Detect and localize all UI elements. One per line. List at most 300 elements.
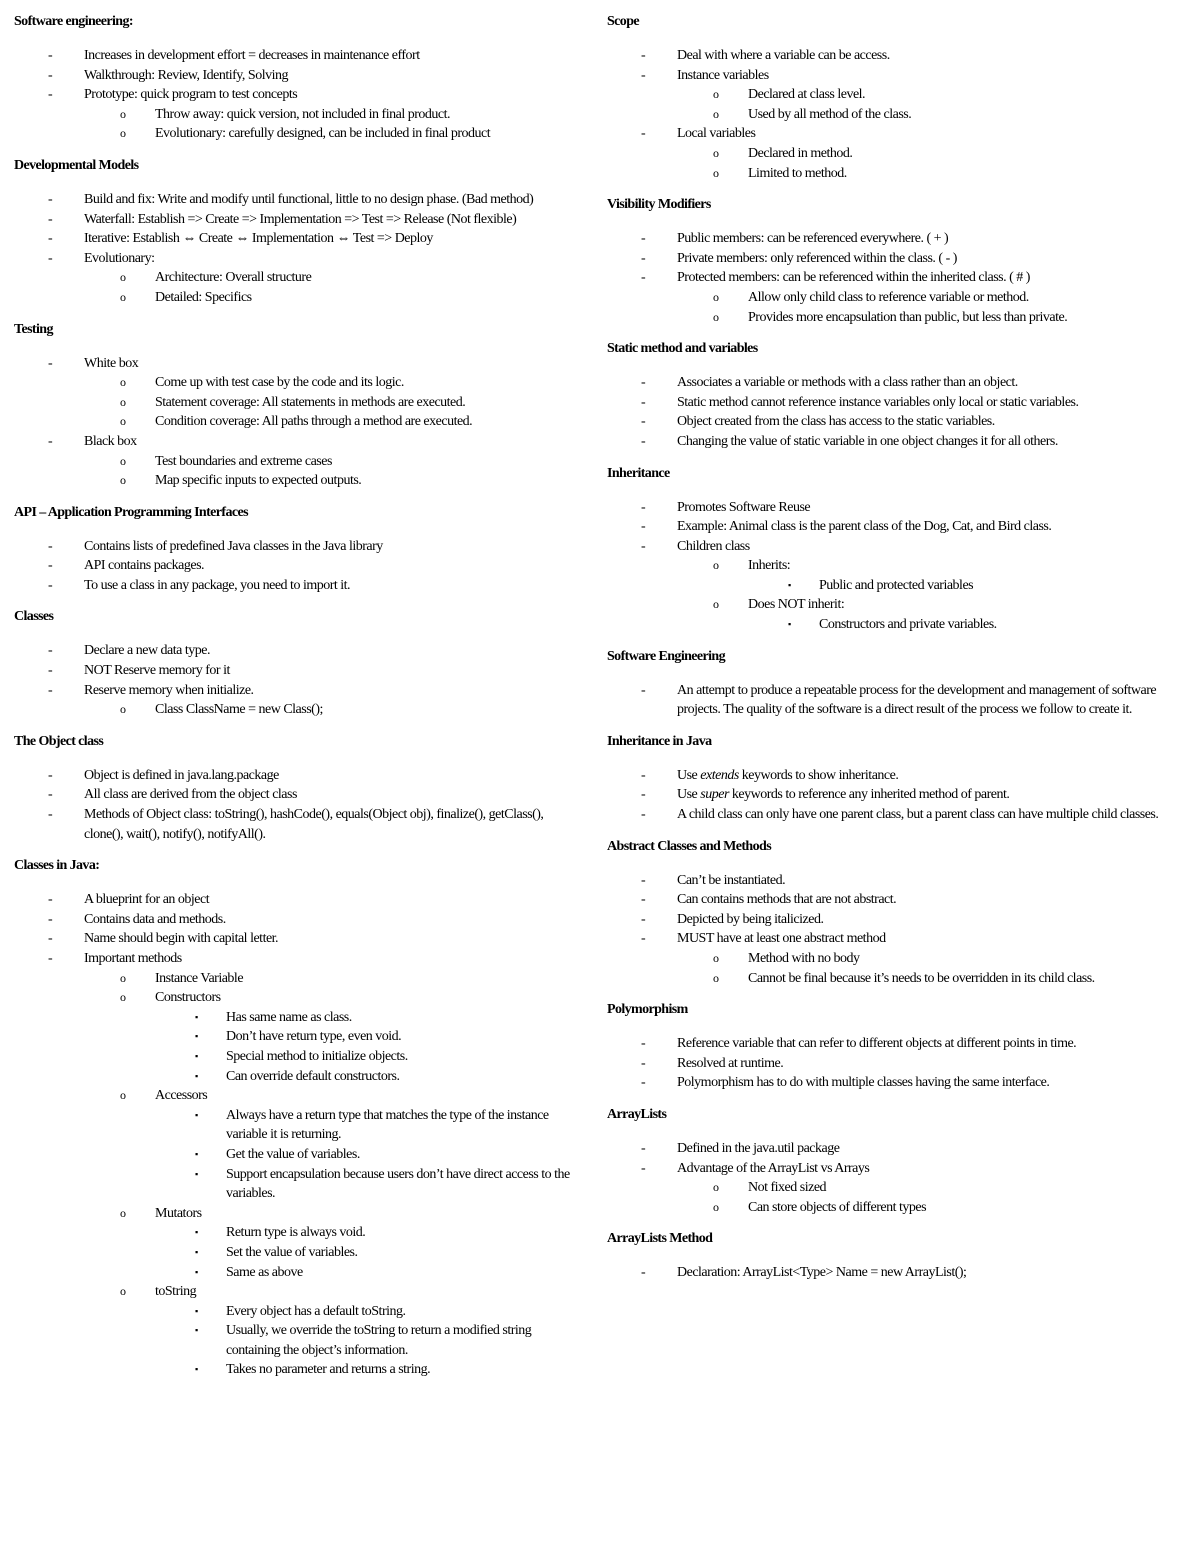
list-item (14, 929, 574, 949)
item-text: Inherits: (748, 558, 791, 574)
bullet-list (14, 890, 574, 1380)
item-text: Architecture: Overall structure (155, 270, 312, 286)
sub-list-item (677, 1178, 1187, 1198)
item-text: Same as above (226, 1264, 303, 1280)
list-item (607, 766, 1187, 786)
sub-sub-list-item (155, 1106, 574, 1145)
dash-bullet-icon: - (48, 211, 53, 227)
circle-bullet-icon: o (120, 126, 126, 141)
bullet-list (607, 1139, 1187, 1217)
circle-bullet-icon: o (713, 558, 719, 573)
sub-sub-list-item (155, 1145, 574, 1165)
circle-bullet-icon: o (713, 597, 719, 612)
sub-sub-list-item (155, 1047, 574, 1067)
dash-bullet-icon: - (641, 807, 646, 823)
sub-list (84, 105, 574, 144)
list-item (607, 1139, 1187, 1159)
item-text: Name should begin with capital letter. (84, 931, 279, 947)
item-text: Defined in the java.util package (677, 1140, 840, 1156)
dash-bullet-icon: - (641, 911, 646, 927)
sub-list (84, 700, 574, 720)
sub-sub-list-item (155, 1027, 574, 1047)
circle-bullet-icon: o (713, 1199, 719, 1214)
dash-bullet-icon: - (48, 892, 53, 908)
item-text: Walkthrough: Review, Identify, Solving (84, 67, 288, 83)
sub-list-item (677, 1198, 1187, 1218)
sub-list (84, 268, 574, 307)
section-heading: Software engineering: (14, 14, 133, 29)
dash-bullet-icon: - (48, 931, 53, 947)
dash-bullet-icon: - (641, 1140, 646, 1156)
list-item (14, 210, 574, 230)
item-text: Public members: can be referenced everywhere. ( + ) (677, 231, 949, 247)
list-item (607, 537, 1187, 635)
item-text: Can override default constructors. (226, 1068, 400, 1084)
item-text: Prototype: quick program to test concepts (84, 87, 298, 103)
section-api-application-programming-interfaces (14, 503, 574, 596)
square-bullet-icon: ▪ (195, 1227, 198, 1238)
dash-bullet-icon: - (48, 911, 53, 927)
section-heading: API – Application Programming Interfaces (14, 504, 248, 520)
item-text: Advantage of the ArrayList vs Arrays (677, 1160, 870, 1176)
circle-bullet-icon: o (120, 106, 126, 121)
section-heading: Inheritance (607, 465, 670, 481)
item-text: Instance Variable (155, 970, 244, 986)
list-item (607, 498, 1187, 518)
list-item (607, 373, 1187, 393)
item-text: All class are derived from the object class (84, 787, 297, 803)
dash-bullet-icon: - (641, 872, 646, 888)
dash-bullet-icon: - (48, 643, 53, 659)
list-item (14, 354, 574, 432)
dash-bullet-icon: - (641, 126, 646, 142)
item-text: MUST have at least one abstract method (677, 931, 886, 947)
section-heading: Abstract Classes and Methods (607, 838, 772, 854)
item-text: Can contains methods that are not abstract. (677, 892, 897, 908)
bullet-list (14, 641, 574, 719)
list-item (607, 46, 1187, 66)
sub-list-item (677, 164, 1187, 184)
item-text: Use super keywords to reference any inherited method of parent. (677, 787, 1010, 803)
sub-list-item (677, 949, 1187, 969)
dash-bullet-icon: - (48, 787, 53, 803)
italic-keyword: extends (700, 767, 739, 783)
square-bullet-icon: ▪ (788, 579, 791, 590)
circle-bullet-icon: o (120, 1088, 126, 1103)
list-item (14, 641, 574, 661)
list-item (607, 1263, 1187, 1283)
dash-bullet-icon: - (48, 558, 53, 574)
section-classes (14, 607, 574, 719)
section-heading: Visibility Modifiers (607, 197, 711, 213)
item-text: Resolved at runtime. (677, 1055, 784, 1071)
item-text: Reference variable that can refer to different objects at different points in time. (677, 1036, 1077, 1052)
sub-list-item (677, 969, 1187, 989)
item-text: White box (84, 355, 139, 371)
sub-sub-list-item (155, 1067, 574, 1087)
dash-bullet-icon: - (641, 231, 646, 247)
item-text: Protected members: can be referenced within the inherited class. ( # ) (677, 270, 1030, 286)
section-heading: Software Engineering (607, 648, 726, 664)
item-text: Waterfall: Establish => Create => Implementation => Test => Release (Not flexible) (84, 211, 517, 227)
item-text: Don’t have return type, even void. (226, 1029, 402, 1045)
item-text: Condition coverage: All paths through a method are executed. (155, 414, 473, 430)
item-text: Limited to method. (748, 165, 847, 181)
square-bullet-icon: ▪ (195, 1031, 198, 1042)
sub-list-item (84, 1086, 574, 1204)
dash-bullet-icon: - (641, 538, 646, 554)
section-heading: Scope (607, 14, 640, 29)
sub-list-item (84, 969, 574, 989)
dash-bullet-icon: - (641, 682, 646, 698)
sub-list-item (677, 308, 1187, 328)
square-bullet-icon: ▪ (195, 1050, 198, 1061)
sub-sub-list-item (155, 1223, 574, 1243)
list-item (14, 432, 574, 491)
dash-bullet-icon: - (641, 931, 646, 947)
circle-bullet-icon: o (120, 453, 126, 468)
square-bullet-icon: ▪ (195, 1364, 198, 1375)
square-bullet-icon: ▪ (195, 1148, 198, 1159)
item-text: Return type is always void. (226, 1225, 366, 1241)
section-heading: Polymorphism (607, 1002, 688, 1018)
dash-bullet-icon: - (641, 1075, 646, 1091)
circle-bullet-icon: o (120, 702, 126, 717)
item-text: Provides more encapsulation than public, but less than private. (748, 309, 1068, 325)
dash-bullet-icon: - (48, 67, 53, 83)
item-text: Use extends keywords to show inheritance. (677, 767, 899, 783)
bullet-list (14, 354, 574, 491)
section-heading: ArrayLists Method (607, 1231, 713, 1247)
section-visibility-modifiers (607, 195, 1187, 327)
square-bullet-icon: ▪ (195, 1325, 198, 1336)
item-text: Map specific inputs to expected outputs. (155, 473, 362, 489)
item-text: Takes no parameter and returns a string. (226, 1362, 431, 1378)
item-text: Deal with where a variable can be access. (677, 48, 890, 63)
dash-bullet-icon: - (48, 577, 53, 593)
item-text: Not fixed sized (748, 1180, 827, 1196)
dash-bullet-icon: - (48, 767, 53, 783)
sub-sub-list-item (155, 1360, 574, 1380)
dash-bullet-icon: - (48, 538, 53, 554)
section-heading: Developmental Models (14, 157, 139, 173)
bullet-list (607, 498, 1187, 635)
item-text: Important methods (84, 951, 182, 966)
item-text: API contains packages. (84, 558, 205, 574)
item-text: Iterative: Establish ⇔ Create ⇔ Implementation ⇔ Test => Deploy (84, 231, 433, 247)
square-bullet-icon: ▪ (195, 1011, 198, 1022)
item-text: Declaration: ArrayList<Type> Name = new ArrayList(); (677, 1265, 967, 1281)
item-text: To use a class in any package, you need to import it. (84, 577, 351, 593)
item-text: Does NOT inherit: (748, 597, 845, 613)
square-bullet-icon: ▪ (195, 1168, 198, 1179)
item-text: Constructors and private variables. (819, 617, 997, 633)
right-column (607, 12, 1187, 1283)
item-text: Support encapsulation because users don’t have direct access to the variables. (226, 1166, 570, 1202)
sub-list-item (84, 412, 574, 432)
square-bullet-icon: ▪ (195, 1109, 198, 1120)
list-item (607, 1034, 1187, 1054)
sub-list-item (84, 105, 574, 125)
item-text: Cannot be final because it’s needs to be overridden in its child class. (748, 970, 1095, 986)
item-text: Usually, we override the toString to return a modified string containing the object’s information. (226, 1323, 532, 1358)
list-item (607, 66, 1187, 125)
item-text: Class ClassName = new Class(); (155, 702, 323, 718)
list-item (14, 556, 574, 576)
bullet-list (14, 46, 574, 144)
item-text: Used by all method of the class. (748, 106, 912, 122)
list-item (607, 871, 1187, 891)
dash-bullet-icon: - (48, 807, 53, 823)
circle-bullet-icon: o (120, 270, 126, 285)
section-arraylists-method (607, 1229, 1187, 1283)
item-text: Contains data and methods. (84, 911, 226, 927)
dash-bullet-icon: - (641, 394, 646, 410)
circle-bullet-icon: o (120, 414, 126, 429)
list-item (14, 190, 574, 210)
sub-list-item (677, 288, 1187, 308)
list-item (14, 537, 574, 557)
sub-sub-list-item (155, 1263, 574, 1283)
left-column (14, 12, 574, 1380)
dash-bullet-icon: - (48, 682, 53, 698)
dash-bullet-icon: - (641, 250, 646, 266)
item-text: Evolutionary: carefully designed, can be included in final product (155, 126, 491, 142)
sub-list-item (84, 373, 574, 393)
dash-bullet-icon: - (48, 231, 53, 247)
sub-list-item (84, 268, 574, 288)
list-item (607, 1054, 1187, 1074)
item-text: Changing the value of static variable in one object changes it for all others. (677, 433, 1058, 449)
item-text: Special method to initialize objects. (226, 1048, 408, 1064)
sub-list-item (84, 124, 574, 144)
circle-bullet-icon: o (120, 990, 126, 1005)
list-item (607, 124, 1187, 183)
section-software-engineering (14, 12, 574, 144)
item-text: Object is defined in java.lang.package (84, 767, 279, 783)
dash-bullet-icon: - (641, 1160, 646, 1176)
circle-bullet-icon: o (120, 473, 126, 488)
circle-bullet-icon: o (713, 145, 719, 160)
dash-bullet-icon: - (641, 1055, 646, 1071)
circle-bullet-icon: o (713, 1180, 719, 1195)
list-item (607, 432, 1187, 452)
list-item (607, 681, 1187, 720)
sub-sub-list-item (155, 1243, 574, 1263)
item-text: Mutators (155, 1205, 202, 1221)
sub-sub-list-item (155, 1321, 574, 1360)
sub-sub-list (155, 1008, 574, 1086)
item-text: Every object has a default toString. (226, 1303, 406, 1319)
sub-list (84, 969, 574, 1380)
dash-bullet-icon: - (48, 250, 53, 266)
dash-bullet-icon: - (641, 519, 646, 535)
item-text: Has same name as class. (226, 1009, 352, 1025)
item-text: Example: Animal class is the parent class of the Dog, Cat, and Bird class. (677, 519, 1052, 535)
list-item (607, 412, 1187, 432)
sub-sub-list (155, 1106, 574, 1204)
item-text: Constructors (155, 990, 221, 1006)
item-text: Public and protected variables (819, 577, 974, 593)
circle-bullet-icon: o (713, 951, 719, 965)
circle-bullet-icon: o (713, 87, 719, 102)
list-item (14, 661, 574, 681)
sub-list (677, 1178, 1187, 1217)
section-static-method-and-variables (607, 339, 1187, 451)
square-bullet-icon: ▪ (195, 1246, 198, 1257)
sub-list (677, 556, 1187, 634)
circle-bullet-icon: o (120, 289, 126, 304)
item-text: Polymorphism has to do with multiple classes having the same interface. (677, 1075, 1050, 1091)
list-item (14, 890, 574, 910)
bullet-list (607, 373, 1187, 451)
bullet-list (607, 46, 1187, 183)
item-text: Instance variables (677, 67, 769, 83)
section-heading: The Object class (14, 733, 104, 749)
sub-sub-list-item (155, 1008, 574, 1028)
sub-sub-list (748, 576, 1187, 596)
item-text: Always have a return type that matches the type of the instance variable it is returning. (226, 1107, 549, 1143)
dash-bullet-icon: - (48, 951, 53, 966)
section-heading: Inheritance in Java (607, 733, 712, 749)
item-text: An attempt to produce a repeatable process for the development and management of software projects. The quality of the software is a direct result of the process we follow to create it. (677, 682, 1157, 718)
section-the-object-class (14, 732, 574, 844)
list-item (14, 910, 574, 930)
sub-sub-list (155, 1302, 574, 1380)
section-polymorphism (607, 1000, 1187, 1093)
list-item (14, 229, 574, 249)
sub-sub-list (748, 615, 1187, 635)
bullet-list (607, 229, 1187, 327)
dash-bullet-icon: - (641, 1265, 646, 1281)
item-text: Come up with test case by the code and its logic. (155, 375, 404, 391)
bullet-list (14, 766, 574, 844)
dash-bullet-icon: - (641, 787, 646, 803)
item-text: Object created from the class has access to the static variables. (677, 414, 995, 430)
sub-list-item (677, 105, 1187, 125)
list-item (607, 268, 1187, 327)
item-text: toString (155, 1284, 197, 1300)
list-item (607, 929, 1187, 988)
item-text: Static method cannot reference instance variables only local or static variables. (677, 394, 1079, 410)
item-text: Declare a new data type. (84, 643, 210, 659)
bullet-list (607, 766, 1187, 825)
circle-bullet-icon: o (713, 970, 719, 985)
item-text: NOT Reserve memory for it (84, 663, 230, 679)
item-text: Allow only child class to reference variable or method. (748, 289, 1029, 305)
sub-list (677, 85, 1187, 124)
dash-bullet-icon: - (641, 767, 646, 783)
circle-bullet-icon: o (713, 309, 719, 324)
circle-bullet-icon: o (120, 394, 126, 409)
item-text: Local variables (677, 126, 756, 142)
circle-bullet-icon: o (713, 165, 719, 180)
item-text: Evolutionary: (84, 250, 155, 266)
sub-sub-list-item (748, 615, 1187, 635)
dash-bullet-icon: - (641, 270, 646, 286)
sub-list (677, 144, 1187, 183)
sub-list-item (84, 1282, 574, 1380)
item-text: Private members: only referenced within the class. ( - ) (677, 250, 957, 266)
sub-list-item (84, 288, 574, 308)
list-item (14, 249, 574, 308)
sub-list-item (84, 700, 574, 720)
section-heading: Testing (14, 321, 53, 337)
sub-list-item (84, 471, 574, 491)
dash-bullet-icon: - (641, 414, 646, 430)
list-item (607, 910, 1187, 930)
list-item (607, 249, 1187, 269)
list-item (14, 949, 574, 1380)
item-text: Increases in development effort = decreases in maintenance effort (84, 48, 420, 63)
item-text: Can store objects of different types (748, 1199, 927, 1215)
circle-bullet-icon: o (120, 1205, 126, 1220)
item-text: Black box (84, 433, 137, 449)
sub-list (677, 288, 1187, 327)
sub-list-item (677, 595, 1187, 634)
dash-bullet-icon: - (641, 892, 646, 908)
sub-sub-list (155, 1223, 574, 1282)
dash-bullet-icon: - (641, 433, 646, 449)
square-bullet-icon: ▪ (788, 619, 791, 630)
dash-bullet-icon: - (641, 1036, 646, 1052)
list-item (14, 681, 574, 720)
list-item (14, 46, 574, 66)
sub-list-item (84, 1204, 574, 1282)
item-text: A blueprint for an object (84, 892, 210, 908)
list-item (14, 766, 574, 786)
section-scope (607, 12, 1187, 183)
list-item (14, 85, 574, 144)
circle-bullet-icon: o (120, 1284, 126, 1299)
sub-sub-list-item (155, 1302, 574, 1322)
square-bullet-icon: ▪ (195, 1266, 198, 1277)
list-item (607, 805, 1187, 825)
section-inheritance (607, 464, 1187, 635)
sub-list-item (677, 144, 1187, 164)
bullet-list (607, 871, 1187, 989)
item-text: Children class (677, 538, 750, 554)
dash-bullet-icon: - (641, 67, 646, 83)
list-item (607, 890, 1187, 910)
item-text: Build and fix: Write and modify until functional, little to no design phase. (Bad method) (84, 191, 534, 207)
bullet-list (14, 190, 574, 308)
list-item (14, 576, 574, 596)
sub-list-item (677, 556, 1187, 595)
dash-bullet-icon: - (48, 48, 53, 63)
item-text: Set the value of variables. (226, 1244, 358, 1260)
bullet-list (607, 1034, 1187, 1093)
circle-bullet-icon: o (713, 106, 719, 121)
square-bullet-icon: ▪ (195, 1305, 198, 1316)
item-text: Get the value of variables. (226, 1146, 360, 1162)
section-arraylists (607, 1105, 1187, 1217)
item-text: Promotes Software Reuse (677, 499, 811, 515)
item-text: A child class can only have one parent class, but a parent class can have multiple child classes. (677, 807, 1159, 823)
item-text: Can’t be instantiated. (677, 872, 786, 888)
sub-list (84, 452, 574, 491)
list-item (14, 785, 574, 805)
dash-bullet-icon: - (48, 87, 53, 103)
list-item (607, 229, 1187, 249)
section-inheritance-in-java (607, 732, 1187, 825)
section-classes-in-java (14, 856, 574, 1380)
list-item (607, 785, 1187, 805)
sub-sub-list-item (155, 1165, 574, 1204)
dash-bullet-icon: - (48, 191, 53, 207)
section-heading: Static method and variables (607, 341, 758, 357)
circle-bullet-icon: o (713, 289, 719, 304)
